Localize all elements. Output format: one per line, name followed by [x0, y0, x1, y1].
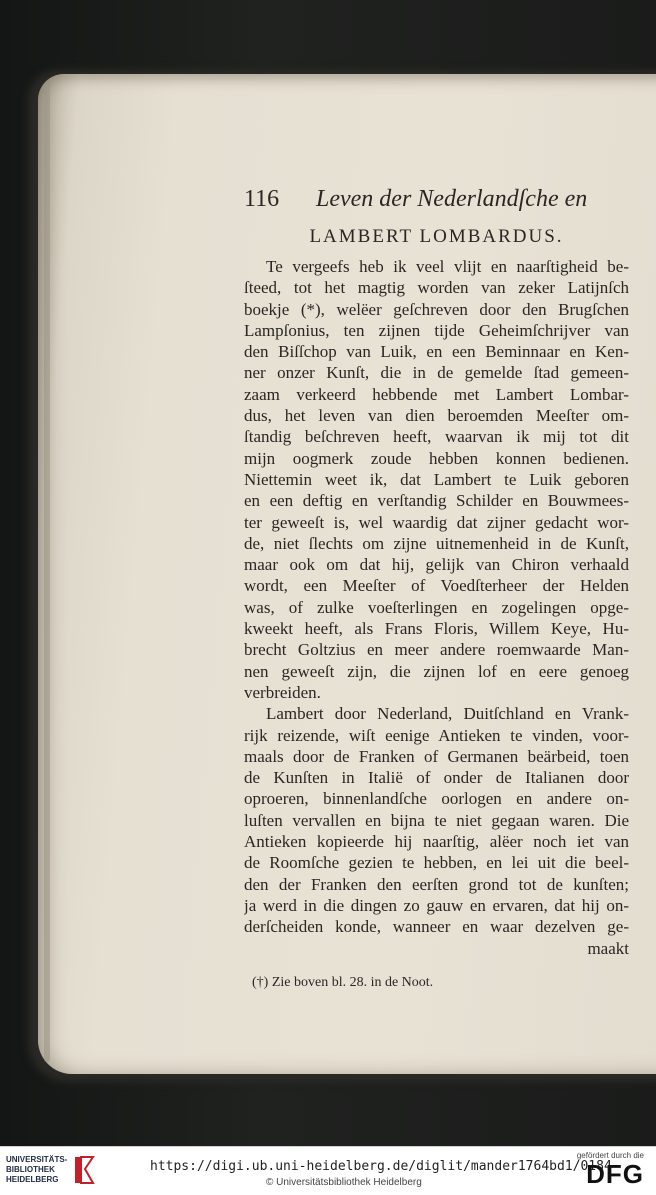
text-line: ner onzer Kunſt, die in de gemelde ſtad gemeen-: [244, 363, 629, 383]
library-name-line3: HEIDELBERG: [6, 1175, 59, 1184]
chapter-title: LAMBERT LOMBARDUS.: [309, 226, 564, 247]
library-logo[interactable]: [6, 1155, 95, 1185]
text-line: den Biſſchop van Luik, en een Beminnaar en Ken-: [244, 342, 629, 362]
funder-note: gefördert durch die: [576, 1151, 644, 1160]
text-line: den der Franken den eerſten grond tot de kunſten;: [244, 874, 629, 894]
text-line: Antieken kopieerde hij naarſtig, alëer noch iet van: [244, 832, 629, 852]
text-line: was, of zulke voeſterlingen en zogelingen opge-: [244, 597, 629, 617]
text-line: wordt, een Meeſter of Voedſterheer der Helden: [244, 576, 629, 596]
library-name-line1: UNIVERSITÄTS-: [6, 1155, 68, 1164]
page-text: [244, 186, 629, 993]
running-title: Leven der Nederlandſche en: [316, 186, 588, 212]
text-line: Lambert door Nederland, Duitſchland en Vrank-: [266, 704, 629, 724]
text-line: mijn oogmerk zoude hebben konnen bedienen.: [244, 448, 629, 468]
text-line: maar ook om dat hij, gelijk van Chiron verhaald: [244, 555, 629, 575]
text-line: Te vergeefs heb ik veel vlijt en naarſtigheid be-: [266, 257, 629, 276]
text-line: verbreiden.: [244, 682, 321, 702]
text-line: en een deftig en verſtandig Schilder en Bouwmees-: [244, 491, 629, 511]
text-line: de Roomſche gezien te hebben, en lei uit die beel-: [244, 853, 629, 873]
permalink-url[interactable]: https://digi.ub.uni-heidelberg.de/diglit/mander1764bd1/0184: [150, 1159, 612, 1174]
dfg-logo: DFG: [586, 1159, 644, 1189]
text-line: de, niet ſlechts om zijne uitnemenheid in de Kunſt,: [244, 533, 629, 553]
text-line: rijk reizende, wiſt eenige Antieken te vinden, voor-: [244, 725, 629, 745]
funder-logo[interactable]: [577, 1151, 644, 1188]
text-line: ja werd in die dingen zo gauw en ervaren, dat hij on-: [244, 895, 629, 915]
viewer-footer: [0, 1146, 656, 1195]
footnote: (†) Zie boven bl. 28. in de Noot.: [252, 974, 434, 990]
text-line: boekje (*), welëer geſchreven door den Brugſchen: [244, 299, 629, 319]
text-line: ſteed, tot het magtig worden van zeker Latijnſch: [244, 278, 629, 298]
text-line: kweekt heeft, als Frans Floris, Willem Keye, Hu-: [244, 619, 629, 639]
text-line: luſten vervallen en bijna te niet gegaan waren. Die: [244, 810, 629, 830]
text-line: maals door de Franken of Germanen beärbeid, toen: [244, 746, 629, 766]
body-text: [244, 256, 629, 959]
text-line: ſtandig beſchreven heeft, waarvan ik mij tot dit: [244, 427, 629, 447]
library-name-line2: BIBLIOTHEK: [6, 1165, 55, 1174]
text-line: oproeren, binnenlandſche oorlogen en andere on-: [244, 789, 629, 809]
running-head: [244, 186, 629, 218]
text-line: nen geweeſt zijn, die zijnen lof en eere genoeg: [244, 661, 629, 681]
page-number: 116: [244, 186, 280, 212]
text-line: dus, het leven van dien beroemden Meeſter om-: [244, 406, 629, 426]
text-line: Lampſonius, ten zijnen tijde Geheimſchrijver van: [244, 320, 629, 340]
text-line: ter geweeſt is, wel waardig dat zijner gedacht wor-: [244, 512, 629, 532]
text-line: zaam verkeerd hebbende met Lambert Lombar-: [244, 384, 629, 404]
text-line: maakt: [587, 938, 629, 958]
text-line: de Kunſten in Italië of onder de Italianen door: [244, 768, 629, 788]
library-emblem-icon: [73, 1155, 95, 1185]
copyright-notice: © Universitätsbibliothek Heidelberg: [266, 1177, 422, 1188]
text-line: Niettemin weet ik, dat Lambert te Luik geboren: [244, 469, 629, 489]
text-line: brecht Goltzius en meer andere roemwaarde Man-: [244, 640, 629, 660]
page-edge: [44, 82, 50, 1062]
text-line: derſcheiden konde, wanneer en waar dezelven ge-: [244, 917, 629, 937]
